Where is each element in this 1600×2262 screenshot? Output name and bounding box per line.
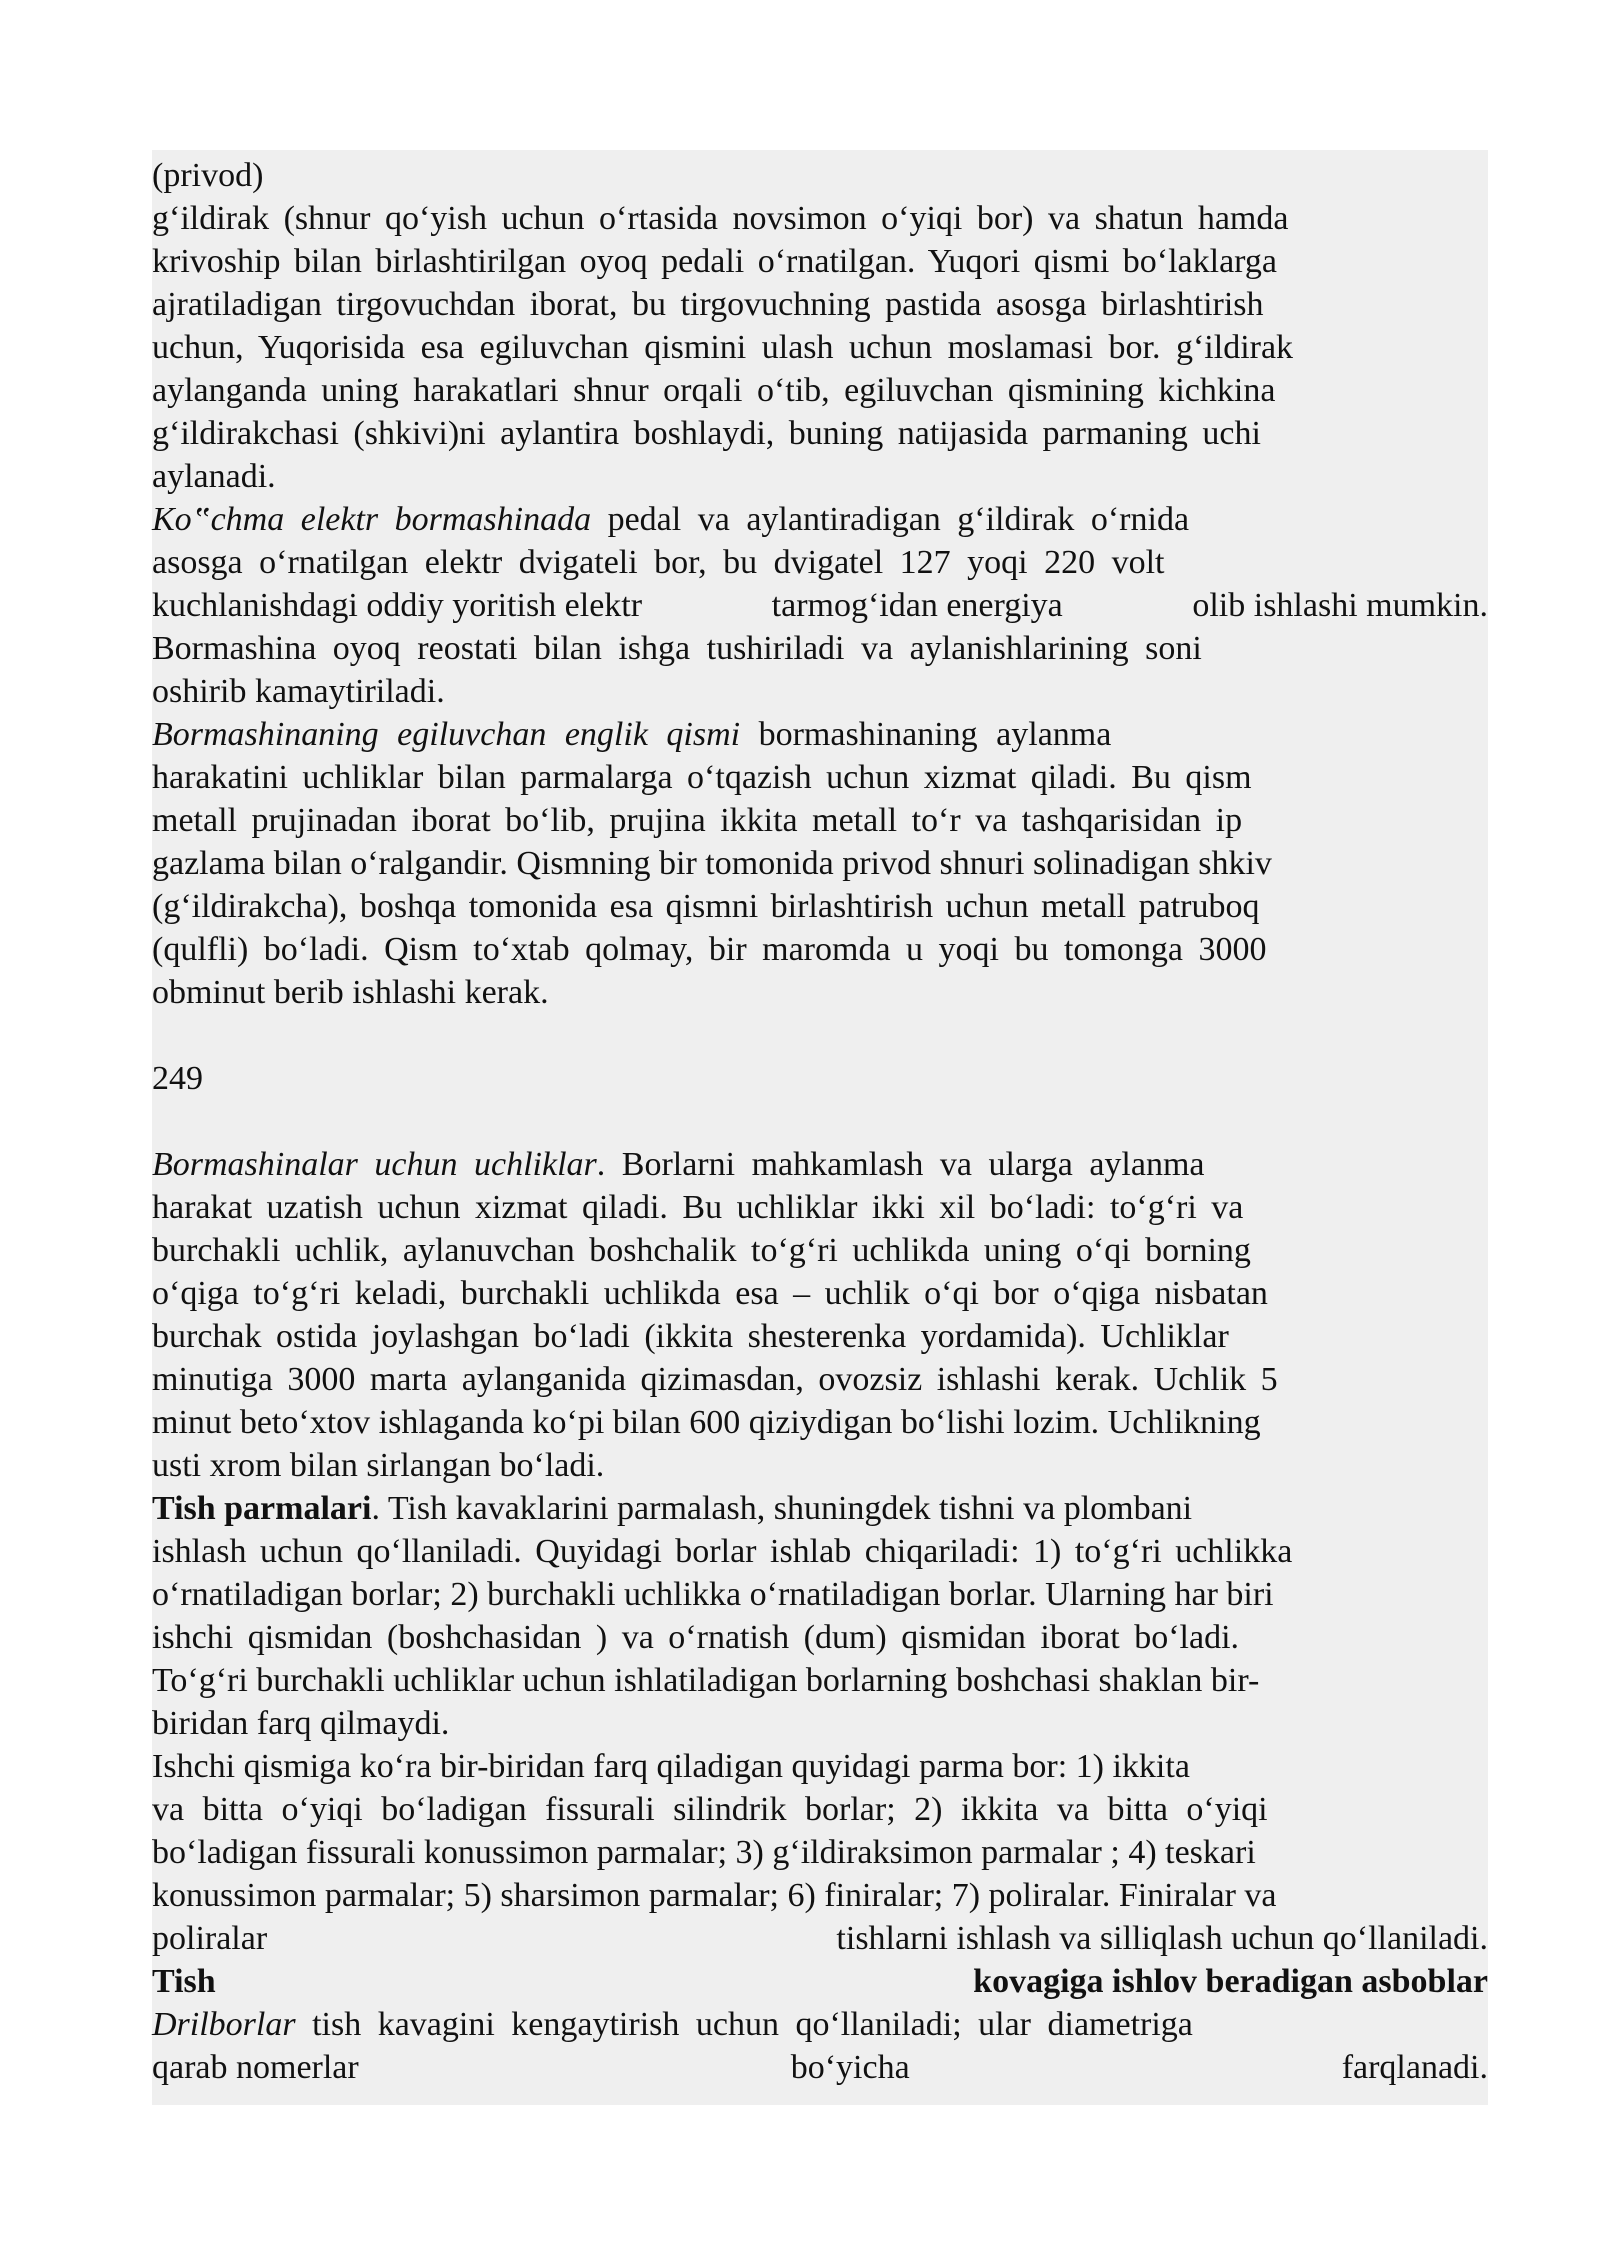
- text-line: gazlama bilan o‘ralgandir. Qismning bir tomonida privod shnuri solinadigan shkiv: [152, 845, 1272, 882]
- text-line: (privod): [152, 157, 264, 194]
- text-line: burchakli uchlik, aylanuvchan boshchalik to‘g‘ri uchlikda uning o‘qi borning: [152, 1232, 1251, 1269]
- text-line: burchak ostida joylashgan bo‘ladi (ikkita shesterenka yordamida). Uchliklar: [152, 1318, 1229, 1355]
- text-line: Drilborlar tish kavagini kengaytirish uchun qo‘llaniladi; ular diametriga: [152, 2006, 1193, 2043]
- text-line: Ko‟chma elektr bormashinada pedal va aylantiradigan g‘ildirak o‘rnida: [152, 501, 1190, 538]
- italic-term: Drilborlar: [152, 2006, 296, 2043]
- text-line: To‘g‘ri burchakli uchliklar uchun ishlatiladigan borlarning boshchasi shaklan bir-: [152, 1662, 1260, 1699]
- italic-term: Ko‟chma elektr bormashinada: [152, 501, 592, 538]
- text-line: kuchlanishdagi oddiy yoritish elektr tarmog‘idan energiya olib ishlashi mumkin.: [152, 587, 1488, 624]
- text-line: minutiga 3000 marta aylanganida qizimasdan, ovozsiz ishlashi kerak. Uchlik 5: [152, 1361, 1278, 1398]
- section-heading: Tish kovagiga ishlov beradigan asboblar: [152, 1963, 1488, 2000]
- text-line: metall prujinadan iborat bo‘lib, prujina ikkita metall to‘r va tashqarisidan ip: [152, 802, 1243, 839]
- text-line: Ishchi qismiga ko‘ra bir-biridan farq qiladigan quyidagi parma bor: 1) ikkita: [152, 1748, 1190, 1785]
- text-line: g‘ildirakchasi (shkivi)ni aylantira boshlaydi, buning natijasida parmaning uchi: [152, 415, 1261, 452]
- text-line: Bormashina oyoq reostati bilan ishga tushiriladi va aylanishlarining soni: [152, 630, 1202, 667]
- bold-heading: Tish parmalari: [152, 1490, 372, 1527]
- text-line: ishlash uchun qo‘llaniladi. Quyidagi borlar ishlab chiqariladi: 1) to‘g‘ri uchlikka: [152, 1533, 1293, 1570]
- text-line: Bormashinalar uchun uchliklar. Borlarni mahkamlash va ularga aylanma: [152, 1146, 1205, 1183]
- text-line: aylanganda uning harakatlari shnur orqali o‘tib, egiluvchan qismining kichkina: [152, 372, 1276, 409]
- text-line: bo‘ladigan fissurali konussimon parmalar; 3) g‘ildiraksimon parmalar ; 4) teskari: [152, 1834, 1256, 1871]
- text-line: biridan farq qilmaydi.: [152, 1705, 450, 1742]
- text-line: asosga o‘rnatilgan elektr dvigateli bor, bu dvigatel 127 yoqi 220 volt: [152, 544, 1165, 581]
- text-line: usti xrom bilan sirlangan bo‘ladi.: [152, 1447, 605, 1484]
- text-line: Bormashinaning egiluvchan englik qismi bormashinaning aylanma: [152, 716, 1112, 753]
- text-line: oshirib kamaytiriladi.: [152, 673, 445, 710]
- text-line: aylanadi.: [152, 458, 276, 495]
- text-line: o‘rnatiladigan borlar; 2) burchakli uchlikka o‘rnatiladigan borlar. Ularning har biri: [152, 1576, 1274, 1613]
- text-line: uchun, Yuqorisida esa egiluvchan qismini ulash uchun moslamasi bor. g‘ildirak: [152, 329, 1294, 366]
- text-line: poliralar tishlarni ishlash va silliqlash uchun qo‘llaniladi.: [152, 1920, 1488, 1957]
- text-line: (g‘ildirakcha), boshqa tomonida esa qismni birlashtirish uchun metall patruboq: [152, 888, 1260, 925]
- text-line: minut beto‘xtov ishlaganda ko‘pi bilan 600 qiziydigan bo‘lishi lozim. Uchlikning: [152, 1404, 1261, 1441]
- italic-term: Bormashinalar uchun uchliklar: [152, 1146, 597, 1183]
- text-line: obminut berib ishlashi kerak.: [152, 974, 549, 1011]
- text-line: ishchi qismidan (boshchasidan ) va o‘rnatish (dum) qismidan iborat bo‘ladi.: [152, 1619, 1240, 1656]
- text-line: harakatini uchliklar bilan parmalarga o‘tqazish uchun xizmat qiladi. Bu qism: [152, 759, 1252, 796]
- text-line: Tish parmalari. Tish kavaklarini parmalash, shuningdek tishni va plombani: [152, 1490, 1193, 1527]
- text-line: ajratiladigan tirgovuchdan iborat, bu tirgovuchning pastida asosga birlashtirish: [152, 286, 1264, 323]
- text-line: harakat uzatish uchun xizmat qiladi. Bu uchliklar ikki xil bo‘ladi: to‘g‘ri va: [152, 1189, 1244, 1226]
- page-number: 249: [152, 1060, 203, 1097]
- text-line: krivoship bilan birlashtirilgan oyoq pedali o‘rnatilgan. Yuqori qismi bo‘laklarga: [152, 243, 1277, 280]
- text-line: o‘qiga to‘g‘ri keladi, burchakli uchlikda esa – uchlik o‘qi bor o‘qiga nisbatan: [152, 1275, 1268, 1312]
- text-line: g‘ildirak (shnur qo‘yish uchun o‘rtasida novsimon o‘yiqi bor) va shatun hamda: [152, 200, 1289, 237]
- text-line: va bitta o‘yiqi bo‘ladigan fissurali silindrik borlar; 2) ikkita va bitta o‘yiqi: [152, 1791, 1268, 1828]
- text-line: qarab nomerlar bo‘yicha farqlanadi.: [152, 2049, 1488, 2086]
- italic-term: Bormashinaning egiluvchan englik qismi: [152, 716, 741, 753]
- text-line: konussimon parmalar; 5) sharsimon parmalar; 6) finiralar; 7) poliralar. Finiralar va: [152, 1877, 1277, 1914]
- text-line: (qulfli) bo‘ladi. Qism to‘xtab qolmay, bir maromda u yoqi bu tomonga 3000: [152, 931, 1267, 968]
